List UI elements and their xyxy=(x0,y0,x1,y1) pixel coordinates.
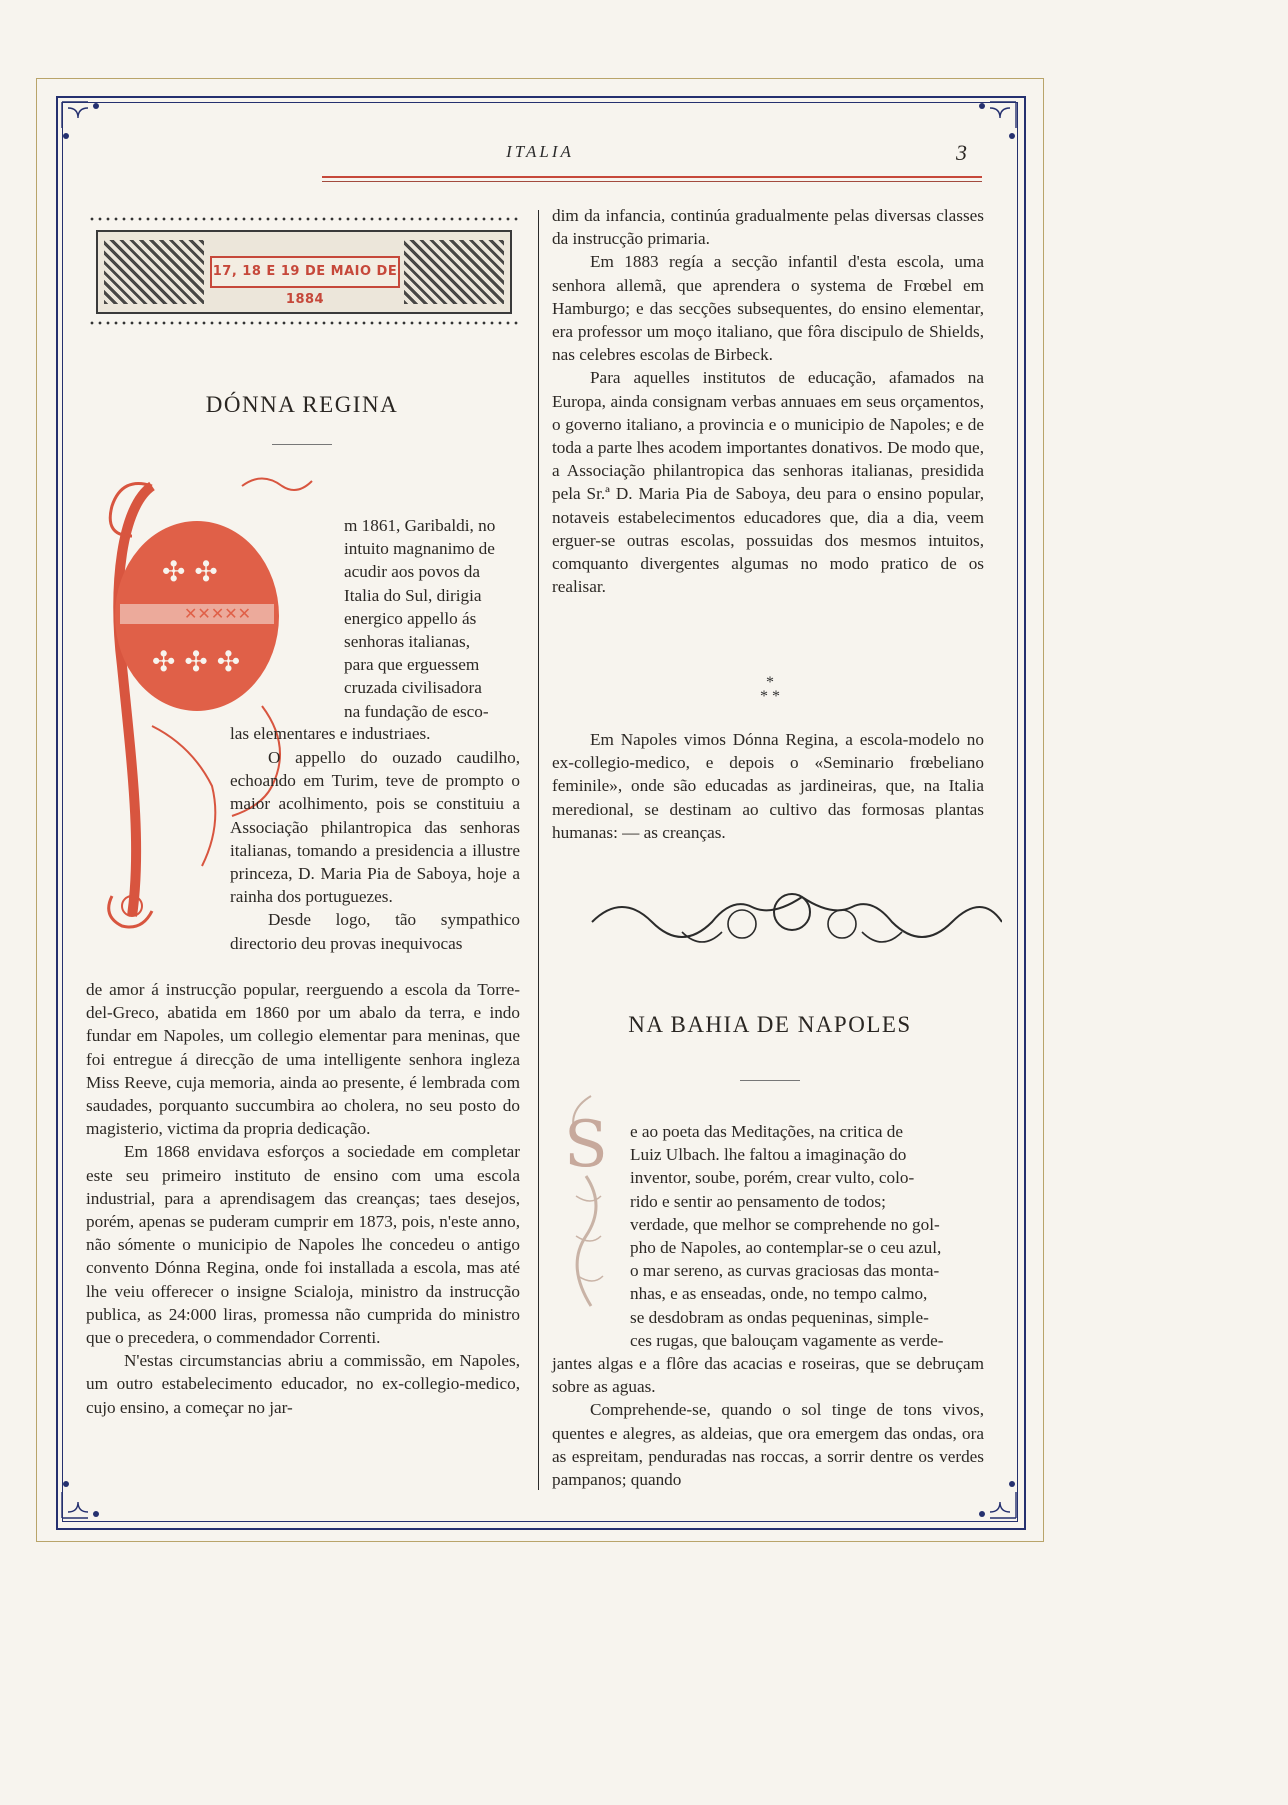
paragraph: Em 1868 envidava esforços a sociedade em completar este seu primeiro instituto de ensino com uma escola industrial, para a aprendisagem das creanças; taes desejos, porém, apenas se puderam cumprir em 1873, pois, n'este anno, não sómente o municipio de Napoles lhe concedeu o antigo convento Dónna Regina, onde foi installada a escola, mas até lhe veiu offerecer o insigne Scialoja, ministro da instrucção publica, as 24:000 liras, promessa não cumprida do ministro que o precedera, o commendador Correnti. xyxy=(86,1142,520,1348)
opening-line: nhas, e as enseadas, onde, no tempo calmo, xyxy=(630,1284,928,1304)
asterism-top: * xyxy=(766,674,774,691)
paragraph: Em Napoles vimos Dónna Regina, a escola-modelo no ex-collegio-medico, e depois o «Seminario frœbeliano feminile», onde são educadas as jardineiras, que, na Italia meredional, se destinam ao cultivo das formosas plantas humanas: — as creanças. xyxy=(552,730,984,842)
paragraph: jantes algas e a flôre das acacias e roseiras, que se debruçam sobre as aguas. xyxy=(552,1354,984,1397)
column2-napoles-para xyxy=(552,728,984,844)
opening-line: acudir aos povos da xyxy=(344,562,481,582)
opening-line: Luiz Ulbach. lhe faltou a imaginação do xyxy=(630,1145,907,1165)
title-rule xyxy=(740,1080,800,1081)
section1-opening-lines xyxy=(344,514,520,723)
opening-line: para que erguessem xyxy=(344,655,480,675)
page-number: 3 xyxy=(956,140,967,165)
paragraph: Para aquelles institutos de educação, afamados na Europa, ainda consignam verbas annuaes em seus orçamentos, o governo italiano, a provincia e o municipio de Napoles; e de toda a parte lhes acodem importantes donativos. De modo que, a Associação philantropica das senhoras italianas, presidida pela Sr.ª D. Maria Pia de Saboya, deu para o ensino popular, notaveis estabelecimentos educadores que, dia a dia, veem erguer-se outras escolas, possuidas dos mesmos intuitos, comquanto divergentes algumas no modo pratico de os realisar. xyxy=(552,368,984,597)
svg-text:✣ ✣ ✣: ✣ ✣ ✣ xyxy=(152,645,241,678)
column-divider xyxy=(538,210,539,1490)
opening-line: intuito magnanimo de xyxy=(344,539,495,559)
opening-line: energico appello ás xyxy=(344,608,477,628)
paragraph: N'estas circumstancias abriu a commissão, em Napoles, um outro estabelecimento educador, no ex-collegio-medico, cujo ensino, a começar no jar- xyxy=(86,1351,520,1417)
illuminated-initial-s xyxy=(556,1086,626,1316)
opening-line: Italia do Sul, dirigia xyxy=(344,585,482,605)
svg-text:✕✕✕✕✕: ✕✕✕✕✕ xyxy=(184,604,252,623)
date-banner xyxy=(88,216,518,326)
corner-ornament-bottom-left xyxy=(58,1462,118,1522)
section2-opening-lines xyxy=(630,1120,986,1352)
opening-line: se desdobram as ondas pequeninas, simple- xyxy=(630,1307,929,1327)
opening-line: rido e sentir ao pensamento de todos; xyxy=(630,1191,886,1211)
opening-line: o mar sereno, as curvas graciosas das monta- xyxy=(630,1261,940,1281)
scroll-ornament xyxy=(582,882,1002,962)
opening-line: m 1861, Garibaldi, no xyxy=(344,516,496,535)
banner-date-label: 17, 18 E 19 DE MAIO DE 1884 xyxy=(210,256,400,288)
banner-ornament-left xyxy=(104,240,204,304)
paragraph: Comprehende-se, quando o sol tinge de tons vivos, quentes e alegres, as aldeias, que ora emergem das ondas, ora as espreitam, penduradas nas roccas, a sorrir dentre os verdes pampanos; quando xyxy=(552,1400,984,1490)
section-title-donna-regina: DÓNNA REGINA xyxy=(205,392,399,417)
svg-text:✣ ✣: ✣ ✣ xyxy=(162,555,218,588)
opening-line: inventor, soube, porém, crear vulto, colo- xyxy=(630,1168,915,1188)
paragraph: de amor á instrucção popular, reerguendo a escola da Torre-del-Greco, abatida em 1860 por um abalo da terra, e indo fundar em Napoles, um collegio elementar para meninas, que foi entregue á direcção de uma intelligente senhora ingleza Miss Reeve, cuja memoria, ainda ao presente, é lembrada com saudades, porquanto succumbira ao cholera, no seu posto do magisterio, victima da propria dedicação. xyxy=(86,980,520,1139)
opening-line: ces rugas, que balouçam vagamente as verde- xyxy=(630,1330,944,1350)
title-rule xyxy=(272,444,332,445)
section1-para1-end xyxy=(230,722,520,745)
section1-body xyxy=(86,978,520,1419)
opening-line: cruzada civilisadora xyxy=(344,678,482,698)
opening-line: pho de Napoles, ao contemplar-se o ceu azul, xyxy=(630,1238,942,1258)
opening-line: senhoras italianas, xyxy=(344,632,471,652)
opening-line: verdade, que melhor se comprehende no gol- xyxy=(630,1214,940,1234)
paragraph: Desde logo, tão sympathico directorio deu provas inequivocas xyxy=(230,910,520,953)
banner-frame xyxy=(96,230,512,314)
running-title: ITALIA xyxy=(506,142,574,161)
paragraph: dim da infancia, continúa gradualmente pelas diversas classes da instrucção primaria. xyxy=(552,206,984,249)
banner-ornament-right xyxy=(404,240,504,304)
section-title-bahia-de-napoles: NA BAHIA DE NAPOLES xyxy=(628,1012,912,1037)
header-rule-thin xyxy=(322,181,982,182)
corner-ornament-top-right xyxy=(960,98,1020,158)
banner-dot-border-bottom xyxy=(88,320,518,326)
corner-ornament-top-left xyxy=(58,98,118,158)
header-rule xyxy=(322,176,982,178)
asterism xyxy=(740,676,800,704)
column2-body xyxy=(552,204,984,598)
opening-line: e ao poeta das Meditações, na critica de xyxy=(630,1122,903,1141)
paragraph: las elementares e industriaes. xyxy=(230,724,431,743)
svg-text:S: S xyxy=(564,1108,608,1182)
banner-dot-border-top xyxy=(88,216,518,222)
asterism-bottom: * * xyxy=(760,688,780,705)
section1-para2 xyxy=(230,746,520,955)
paragraph: O appello do ouzado caudilho, echoando em Turim, teve de prompto o maior acolhimento, pois se constituiu a Associação philantropica das senhoras italianas, tomando a presidencia a illustre princeza, D. Maria Pia de Saboya, hoje a rainha dos portuguezes. xyxy=(230,748,520,907)
section2-body xyxy=(552,1352,984,1491)
opening-line: na fundação de esco- xyxy=(344,701,489,721)
paragraph: Em 1883 regía a secção infantil d'esta escola, uma senhora allemã, que aprendera o systema de Frœbel em Hamburgo; e das secções subsequentes, do ensino elementar, era professor um moço italiano, que fôra discipulo de Shields, nas celebres escolas de Birbeck. xyxy=(552,252,984,365)
